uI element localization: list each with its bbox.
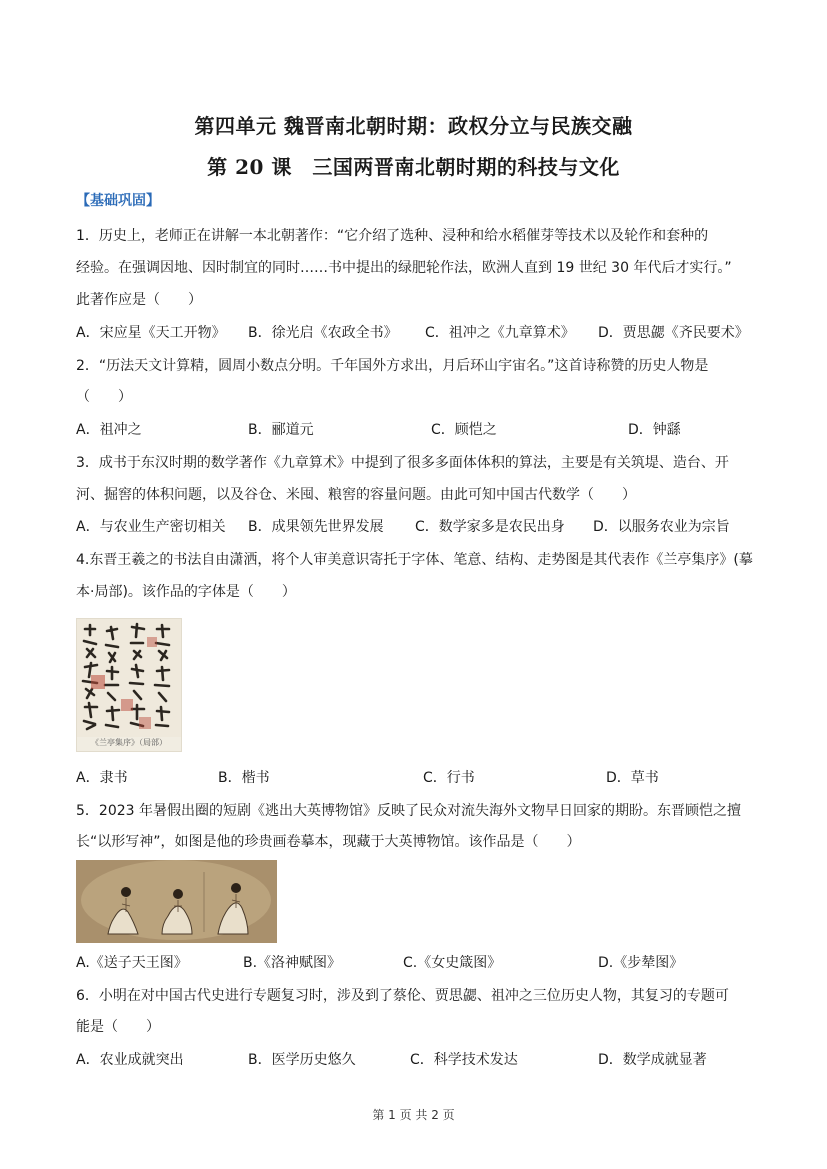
q1-line-3: 此著作应是（ ） bbox=[76, 292, 202, 308]
page-footer: 第 1 页 共 2 页 bbox=[372, 1108, 455, 1122]
q3-option-c[interactable]: C．数学家多是农民出身 bbox=[415, 519, 565, 535]
q3-line-1: 3．成书于东汉时期的数学著作《九章算术》中提到了很多多面体体积的算法，主要是有关筑堤、造台、开 bbox=[76, 455, 729, 471]
q3-line-2: 河、掘窖的体积问题，以及谷仓、米囤、粮窖的容量问题。由此可知中国古代数学（ ） bbox=[76, 487, 636, 503]
q6-line-1: 6．小明在对中国古代史进行专题复习时，涉及到了蔡伦、贾思勰、祖冲之三位历史人物，其复习的专题可 bbox=[76, 988, 729, 1004]
q4-line-1: 4.东晋王羲之的书法自由潇洒，将个人审美意识寄托于字体、笔意、结构、走势图是其代表作《兰亭集序》(摹 bbox=[76, 552, 753, 568]
q6-option-c[interactable]: C．科学技术发达 bbox=[410, 1052, 518, 1068]
q2-option-b[interactable]: B．郦道元 bbox=[248, 422, 314, 438]
lesson-title: 第 20 课 三国两晋南北朝时期的科技与文化 bbox=[207, 155, 620, 179]
q2-option-d[interactable]: D．钟繇 bbox=[628, 422, 681, 438]
q4-option-a[interactable]: A．隶书 bbox=[76, 770, 128, 786]
q4-line-2: 本·局部)。该作品的字体是（ ） bbox=[76, 584, 296, 600]
q6-option-b[interactable]: B．医学历史悠久 bbox=[248, 1052, 356, 1068]
q1-option-d[interactable]: D．贾思勰《齐民要术》 bbox=[598, 325, 749, 341]
q4-option-b[interactable]: B．楷书 bbox=[218, 770, 270, 786]
unit-title: 第四单元 魏晋南北朝时期：政权分立与民族交融 bbox=[194, 114, 633, 138]
q4-option-d[interactable]: D．草书 bbox=[606, 770, 659, 786]
image-caption: 《兰亭集序》（局部） bbox=[91, 738, 167, 747]
q2-line-2: （ ） bbox=[76, 389, 132, 405]
q6-line-2: 能是（ ） bbox=[76, 1019, 160, 1035]
q3-option-a[interactable]: A．与农业生产密切相关 bbox=[76, 519, 226, 535]
q6-option-d[interactable]: D．数学成就显著 bbox=[598, 1052, 707, 1068]
q1-line-2: 经验。在强调因地、因时制宜的同时……书中提出的绿肥轮作法，欧洲人直到 19 世纪 30 年代后才实行。” bbox=[76, 260, 732, 276]
q1-option-b[interactable]: B．徐光启《农政全书》 bbox=[248, 325, 398, 341]
painting-scroll-image bbox=[76, 860, 277, 943]
calligraphy-strokes bbox=[77, 619, 181, 737]
q5-option-c[interactable]: C.《女史箴图》 bbox=[403, 955, 502, 971]
section-label: 【基础巩固】 bbox=[76, 193, 160, 209]
q5-line-1: 5．2023 年暑假出圈的短剧《逃出大英博物馆》反映了民众对流失海外文物早日回家的期盼。东晋顾恺之擅 bbox=[76, 803, 741, 819]
q1-option-a[interactable]: A．宋应星《天工开物》 bbox=[76, 325, 226, 341]
q6-option-a[interactable]: A．农业成就突出 bbox=[76, 1052, 184, 1068]
lantingxu-calligraphy-image bbox=[76, 618, 182, 752]
q5-option-a[interactable]: A.《送子天王图》 bbox=[76, 955, 188, 971]
q5-option-d[interactable]: D.《步辇图》 bbox=[598, 955, 684, 971]
q4-option-c[interactable]: C．行书 bbox=[423, 770, 475, 786]
q3-option-b[interactable]: B．成果领先世界发展 bbox=[248, 519, 384, 535]
q5-option-b[interactable]: B.《洛神赋图》 bbox=[243, 955, 342, 971]
q1-option-c[interactable]: C．祖冲之《九章算术》 bbox=[425, 325, 575, 341]
painting-figures bbox=[76, 860, 277, 943]
q5-line-2: 长“以形写神”，如图是他的珍贵画卷摹本，现藏于大英博物馆。该作品是（ ） bbox=[76, 834, 581, 850]
q2-option-c[interactable]: C．顾恺之 bbox=[431, 422, 497, 438]
q2-option-a[interactable]: A．祖冲之 bbox=[76, 422, 142, 438]
q2-line-1: 2．“历法天文计算精，圆周小数点分明。千年国外方求出，月后环山宇宙名。”这首诗称赞的历史人物是 bbox=[76, 358, 709, 374]
q1-line-1: 1．历史上，老师正在讲解一本北朝著作：“它介绍了选种、浸种和给水稻催芽等技术以及轮作和套种的 bbox=[76, 228, 709, 244]
q3-option-d[interactable]: D．以服务农业为宗旨 bbox=[593, 519, 730, 535]
